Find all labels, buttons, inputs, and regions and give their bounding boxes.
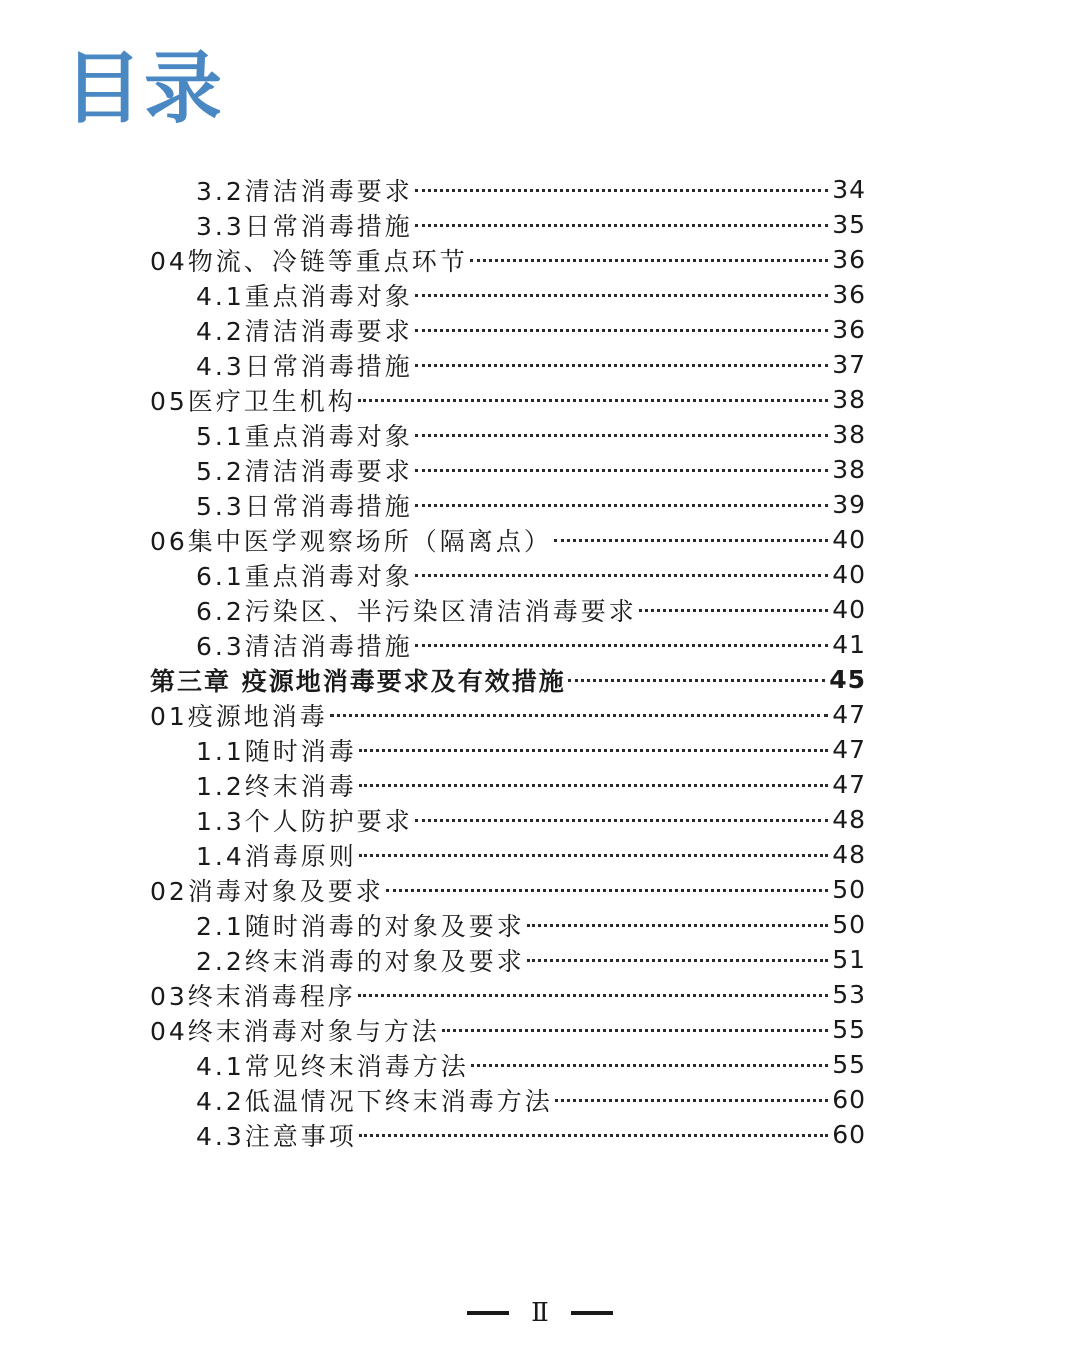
toc-entry-page: 38 <box>832 455 866 484</box>
toc-dot-leader <box>415 329 828 332</box>
toc-entry-label: 05医疗卫生机构 <box>150 386 356 416</box>
toc-entry-label: 5.3日常消毒措施 <box>196 491 413 521</box>
toc-entry-label: 3.2清洁消毒要求 <box>196 176 413 206</box>
toc-dot-leader <box>415 224 828 227</box>
toc-entry[interactable] <box>150 942 866 977</box>
toc-entry-label: 04物流、冷链等重点环节 <box>150 246 468 276</box>
toc-entry-label: 04终末消毒对象与方法 <box>150 1016 440 1046</box>
toc-dot-leader <box>554 539 828 542</box>
table-of-contents <box>150 172 866 1152</box>
toc-entry-label: 02消毒对象及要求 <box>150 876 384 906</box>
toc-entry[interactable] <box>150 522 866 557</box>
toc-dot-leader <box>415 189 828 192</box>
toc-entry-label: 4.1重点消毒对象 <box>196 281 413 311</box>
toc-entry[interactable] <box>150 627 866 662</box>
toc-entry-page: 47 <box>832 735 866 764</box>
toc-entry-label: 4.2低温情况下终末消毒方法 <box>196 1086 553 1116</box>
toc-entry-page: 36 <box>832 315 866 344</box>
toc-entry[interactable] <box>150 277 866 312</box>
toc-entry[interactable] <box>150 172 866 207</box>
toc-entry[interactable] <box>150 312 866 347</box>
toc-entry-label: 2.1随时消毒的对象及要求 <box>196 911 525 941</box>
toc-entry[interactable] <box>150 837 866 872</box>
toc-entry[interactable] <box>150 1082 866 1117</box>
toc-dot-leader <box>639 609 828 612</box>
toc-entry-page: 55 <box>832 1015 866 1044</box>
toc-entry[interactable] <box>150 347 866 382</box>
toc-dot-leader <box>568 679 825 682</box>
toc-entry-page: 36 <box>832 245 866 274</box>
toc-entry-page: 48 <box>832 840 866 869</box>
toc-dot-leader <box>386 889 828 892</box>
toc-entry-page: 47 <box>832 770 866 799</box>
footer-page-number: Ⅱ <box>531 1298 549 1328</box>
toc-entry-page: 34 <box>832 175 866 204</box>
page-title: 目录 <box>64 44 225 134</box>
toc-entry-page: 50 <box>832 910 866 939</box>
toc-entry-label: 3.3日常消毒措施 <box>196 211 413 241</box>
toc-dot-leader <box>471 1064 828 1067</box>
toc-entry[interactable] <box>150 767 866 802</box>
toc-entry[interactable] <box>150 732 866 767</box>
page-footer <box>0 1300 1080 1326</box>
toc-entry-label: 5.2清洁消毒要求 <box>196 456 413 486</box>
toc-entry[interactable] <box>150 1047 866 1082</box>
toc-entry-label: 6.1重点消毒对象 <box>196 561 413 591</box>
toc-entry-label: 6.3清洁消毒措施 <box>196 631 413 661</box>
toc-dot-leader <box>330 714 828 717</box>
toc-entry-label: 5.1重点消毒对象 <box>196 421 413 451</box>
toc-dot-leader <box>555 1099 828 1102</box>
toc-dot-leader <box>359 784 828 787</box>
toc-entry[interactable] <box>150 452 866 487</box>
toc-entry-page: 38 <box>832 385 866 414</box>
toc-entry[interactable] <box>150 487 866 522</box>
footer-bar-right <box>571 1311 613 1315</box>
toc-dot-leader <box>415 469 828 472</box>
toc-dot-leader <box>358 399 828 402</box>
toc-entry-page: 45 <box>829 665 866 694</box>
toc-entry[interactable] <box>150 207 866 242</box>
toc-entry-page: 60 <box>832 1120 866 1149</box>
toc-entry-page: 37 <box>832 350 866 379</box>
toc-entry-label: 01疫源地消毒 <box>150 701 328 731</box>
toc-dot-leader <box>415 364 828 367</box>
toc-entry-label: 4.3注意事项 <box>196 1121 357 1151</box>
toc-dot-leader <box>359 749 828 752</box>
toc-entry[interactable] <box>150 1012 866 1047</box>
toc-dot-leader <box>415 434 828 437</box>
toc-entry-page: 47 <box>832 700 866 729</box>
toc-dot-leader <box>470 259 828 262</box>
toc-dot-leader <box>415 644 828 647</box>
toc-chapter-entry[interactable] <box>150 662 866 697</box>
toc-entry[interactable] <box>150 697 866 732</box>
toc-entry-label: 06集中医学观察场所（隔离点） <box>150 526 552 556</box>
toc-entry-page: 41 <box>832 630 866 659</box>
toc-dot-leader <box>359 1134 828 1137</box>
toc-entry-page: 60 <box>832 1085 866 1114</box>
toc-entry-page: 51 <box>832 945 866 974</box>
toc-entry-page: 35 <box>832 210 866 239</box>
toc-entry-page: 40 <box>832 560 866 589</box>
toc-entry-label: 2.2终末消毒的对象及要求 <box>196 946 525 976</box>
toc-entry[interactable] <box>150 557 866 592</box>
toc-entry[interactable] <box>150 977 866 1012</box>
toc-dot-leader <box>415 574 828 577</box>
toc-dot-leader <box>415 819 828 822</box>
footer-bar-left <box>467 1311 509 1315</box>
toc-entry-label: 第三章 疫源地消毒要求及有效措施 <box>150 666 566 696</box>
toc-entry[interactable] <box>150 242 866 277</box>
toc-entry-page: 53 <box>832 980 866 1009</box>
toc-entry-label: 1.2终末消毒 <box>196 771 357 801</box>
toc-entry[interactable] <box>150 802 866 837</box>
toc-entry[interactable] <box>150 907 866 942</box>
toc-entry-label: 4.2清洁消毒要求 <box>196 316 413 346</box>
toc-dot-leader <box>415 504 828 507</box>
toc-entry-label: 1.4消毒原则 <box>196 841 357 871</box>
toc-entry-page: 50 <box>832 875 866 904</box>
toc-dot-leader <box>415 294 828 297</box>
toc-entry-page: 40 <box>832 525 866 554</box>
toc-entry[interactable] <box>150 592 866 627</box>
toc-dot-leader <box>359 854 828 857</box>
toc-entry-label: 03终末消毒程序 <box>150 981 356 1011</box>
toc-dot-leader <box>358 994 828 997</box>
toc-entry-page: 48 <box>832 805 866 834</box>
toc-entry-page: 36 <box>832 280 866 309</box>
toc-entry-page: 39 <box>832 490 866 519</box>
toc-entry[interactable] <box>150 1117 866 1152</box>
toc-entry-label: 4.3日常消毒措施 <box>196 351 413 381</box>
toc-entry[interactable] <box>150 872 866 907</box>
toc-entry-label: 1.1随时消毒 <box>196 736 357 766</box>
toc-entry-page: 38 <box>832 420 866 449</box>
toc-entry[interactable] <box>150 417 866 452</box>
toc-dot-leader <box>442 1029 828 1032</box>
toc-dot-leader <box>527 924 828 927</box>
toc-entry-label: 4.1常见终末消毒方法 <box>196 1051 469 1081</box>
toc-entry-page: 55 <box>832 1050 866 1079</box>
toc-dot-leader <box>527 959 828 962</box>
toc-entry-page: 40 <box>832 595 866 624</box>
toc-entry-label: 6.2污染区、半污染区清洁消毒要求 <box>196 596 637 626</box>
toc-entry-label: 1.3个人防护要求 <box>196 806 413 836</box>
toc-entry[interactable] <box>150 382 866 417</box>
